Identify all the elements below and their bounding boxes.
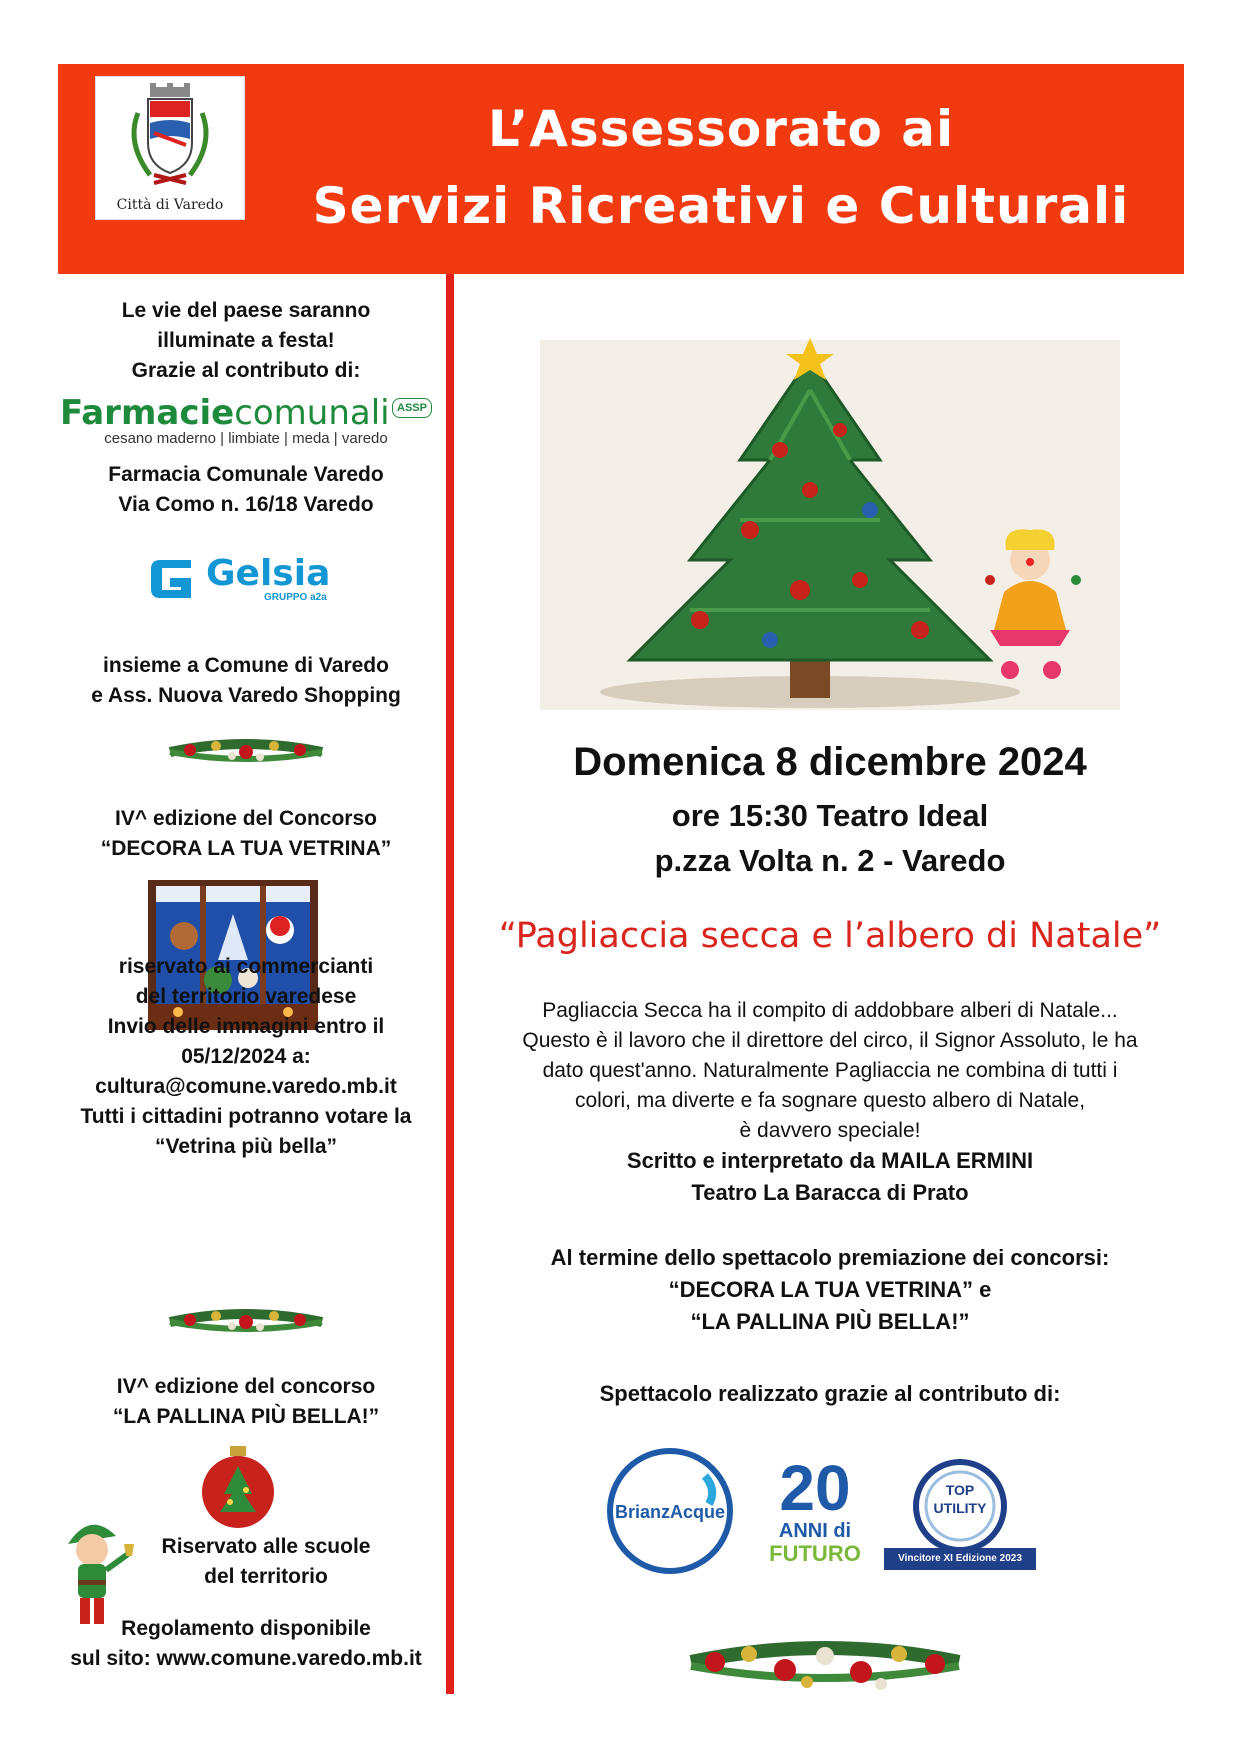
gelsia-logo (58, 552, 434, 608)
rules-line: Regolamento disponibile (121, 1617, 371, 1640)
vertical-divider (446, 274, 454, 1694)
event-time-place: ore 15:30 Teatro Ideal (671, 798, 989, 833)
top-utility-logo (880, 1456, 1040, 1574)
farmacia-address (58, 460, 434, 520)
description-line: è davvero speciale! (739, 1119, 921, 1142)
top-label: TOP (945, 1482, 975, 1498)
description-line: colori, ma diverte e fa sognare questo albero di Natale, (574, 1089, 1086, 1112)
intro-text (58, 296, 434, 386)
header-title-line1: L’Assessorato ai (487, 100, 955, 158)
contest1-line: “DECORA LA TUA VETRINA” (100, 837, 392, 860)
gelsia-icon (146, 554, 196, 604)
description-line: Pagliaccia Secca ha il compito di addobbare alberi di Natale... (542, 999, 1118, 1022)
intro-line: Le vie del paese saranno (121, 299, 371, 322)
gelsia-name: Gelsia (206, 553, 331, 594)
bottom-garland-icon (685, 1626, 965, 1706)
header-title-line2: Servizi Ricreativi e Culturali (312, 177, 1130, 235)
detail-line: Tutti i cittadini potranno votare la (80, 1105, 412, 1128)
award-line: Al termine dello spettacolo premiazione dei concorsi: (550, 1245, 1110, 1270)
together-line: insieme a Comune di Varedo (103, 654, 389, 677)
together-text (58, 651, 434, 711)
gelsia-group: GRUPPO a2a (264, 592, 327, 603)
farmacia-line: Via Como n. 16/18 Varedo (118, 493, 374, 516)
winner-label: Vincitore XI Edizione 2023 (898, 1553, 1022, 1564)
contest1-heading (58, 804, 434, 864)
futuro-label: FUTURO (769, 1541, 861, 1566)
detail-line: 05/12/2024 a: (181, 1045, 311, 1068)
contest1-line: IV^ edizione del Concorso (115, 807, 377, 830)
schools-text (98, 1532, 434, 1592)
event-address: p.zza Volta n. 2 - Varedo (654, 843, 1006, 878)
contest2-heading (58, 1372, 434, 1432)
detail-line: “Vetrina più bella” (154, 1135, 338, 1158)
schools-line: Riservato alle scuole (161, 1535, 371, 1558)
anni-label: ANNI di (778, 1520, 852, 1542)
farmacia-line: Farmacia Comunale Varedo (108, 463, 384, 486)
contest2-line: “LA PALLINA PIÙ BELLA!” (112, 1405, 380, 1428)
city-crest-icon (120, 83, 220, 193)
author-line: Scritto e interpretato da MAILA ERMINI (626, 1148, 1034, 1173)
sponsor-title: Spettacolo realizzato grazie al contributo di: (599, 1381, 1061, 1406)
detail-line: Invio delle immagini entro il (107, 1015, 385, 1038)
event-date: Domenica 8 dicembre 2024 (573, 740, 1087, 784)
number-20-icon: 20 (779, 1452, 851, 1524)
detail-line: riservato ai commercianti (118, 955, 374, 978)
detail-line: del territorio varedese (135, 985, 357, 1008)
farmacie-logo-bold: Farmacie (60, 393, 235, 433)
farmacie-logo-light: comunali (234, 393, 390, 433)
garland-icon (166, 1300, 326, 1344)
description-line: Questo è il lavoro che il direttore del circo, il Signor Assoluto, le ha (522, 1029, 1138, 1052)
farmacie-towns: cesano maderno | limbiate | meda | varedo (104, 430, 388, 447)
show-description (480, 996, 1180, 1146)
utility-label: UTILITY (933, 1500, 987, 1516)
assp-badge: ASSP (392, 398, 432, 418)
intro-line: illuminate a festa! (157, 329, 335, 352)
rules-website-link[interactable]: sul sito: www.comune.varedo.mb.it (70, 1647, 422, 1670)
crest-caption: Città di Varedo (116, 197, 224, 213)
christmas-tree-illustration (540, 330, 1120, 710)
schools-line: del territorio (204, 1565, 328, 1588)
contest2-line: IV^ edizione del concorso (116, 1375, 376, 1398)
garland-icon (166, 730, 326, 774)
rules-text (58, 1614, 434, 1674)
credits (480, 1145, 1180, 1209)
award-line: “LA PALLINA PIÙ BELLA!” (690, 1309, 970, 1334)
crest-box (95, 76, 245, 220)
awards-text (480, 1242, 1180, 1338)
christmas-ball-icon (200, 1446, 276, 1530)
brianzacque-name: BrianzAcque (614, 1502, 726, 1522)
email-link[interactable]: cultura@comune.varedo.mb.it (95, 1075, 397, 1098)
description-line: dato quest'anno. Naturalmente Pagliaccia ne combina di tutti i (542, 1059, 1118, 1082)
anni-futuro-logo (760, 1452, 870, 1576)
show-title: “Pagliaccia secca e l’albero di Natale” (498, 916, 1162, 956)
header-banner (58, 64, 1184, 274)
together-line: e Ass. Nuova Varedo Shopping (91, 684, 401, 707)
company-line: Teatro La Baracca di Prato (691, 1180, 969, 1205)
brianzacque-logo (605, 1446, 735, 1576)
contest1-details (58, 952, 434, 1162)
award-line: “DECORA LA TUA VETRINA” e (668, 1277, 992, 1302)
farmacie-logo (58, 393, 434, 447)
intro-line: Grazie al contributo di: (131, 359, 361, 382)
